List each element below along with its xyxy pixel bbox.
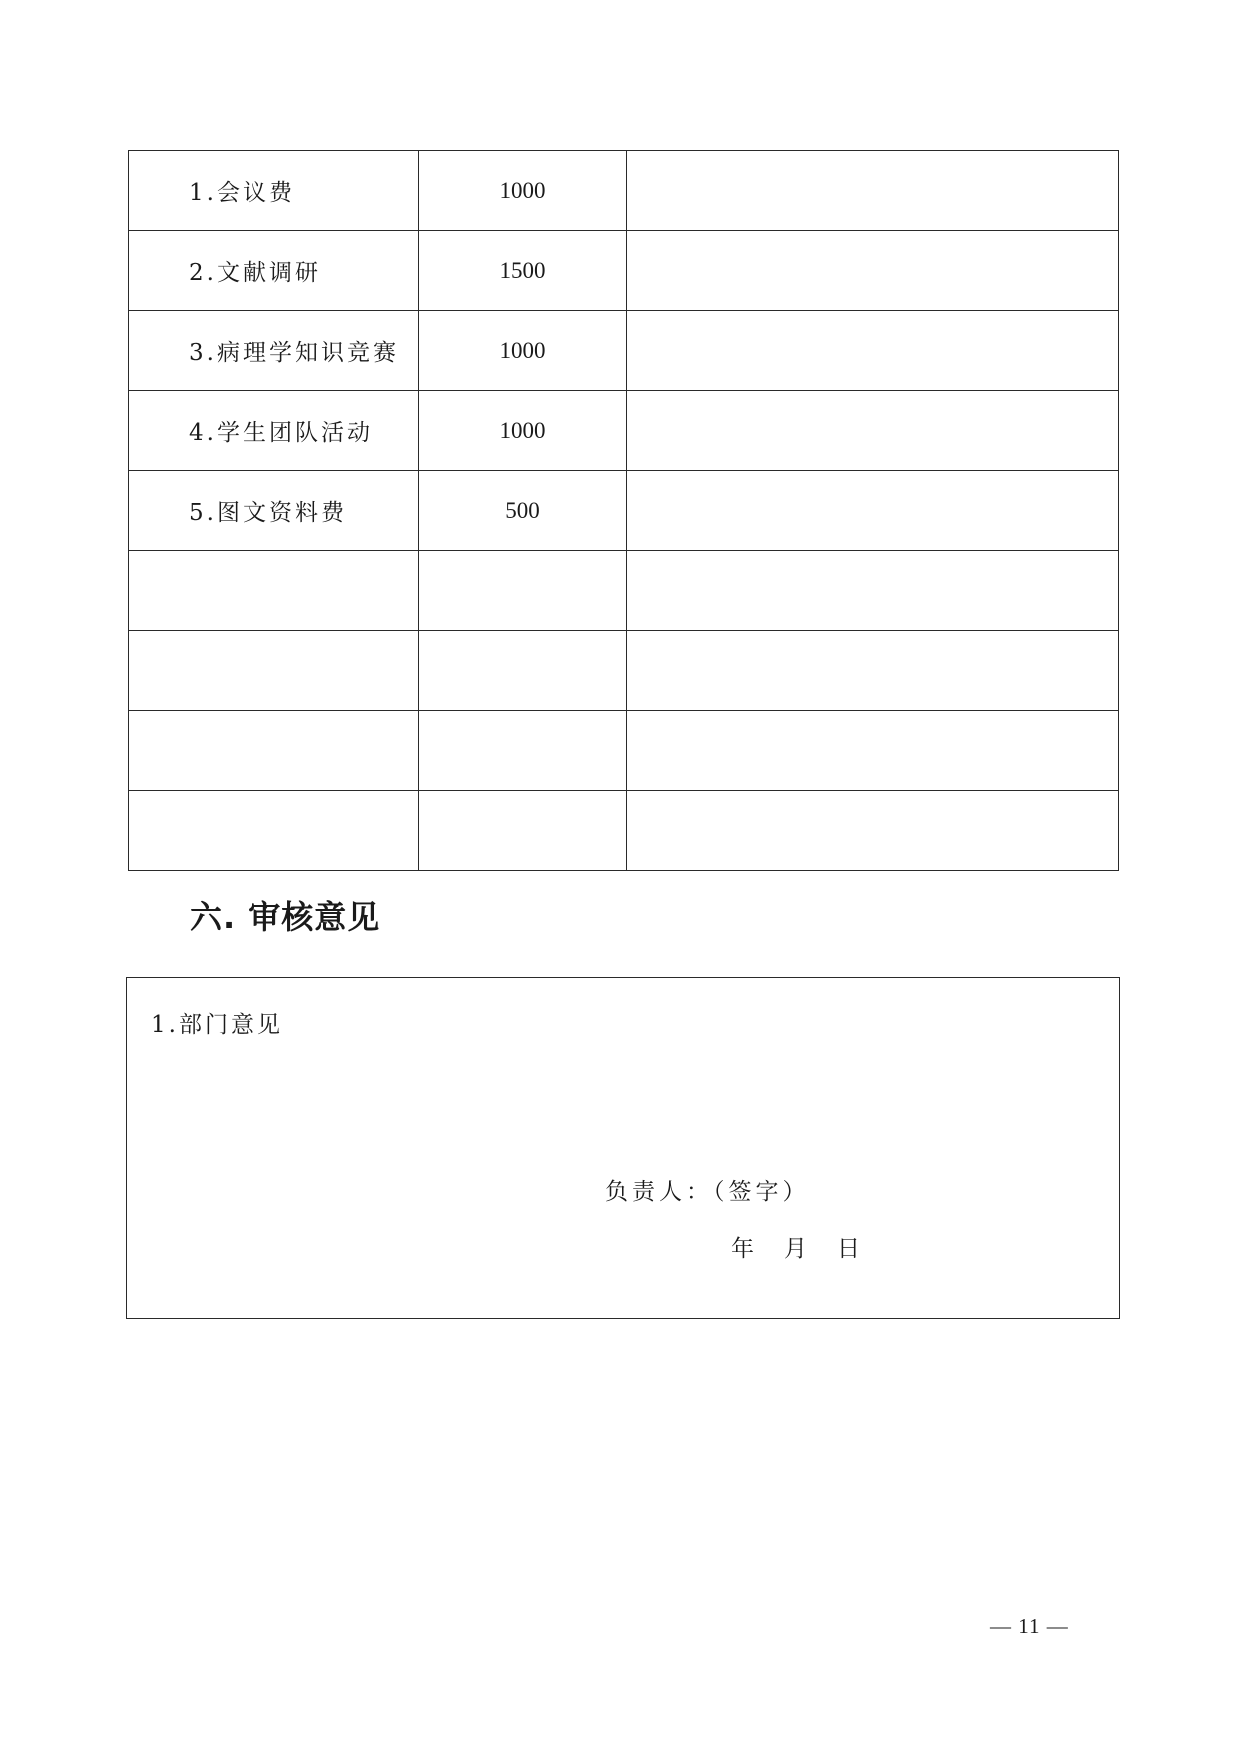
table-row xyxy=(129,311,1119,391)
budget-amount xyxy=(419,551,627,631)
table-row xyxy=(129,551,1119,631)
budget-amount: 1500 xyxy=(419,231,627,311)
budget-note xyxy=(627,631,1119,711)
budget-amount xyxy=(419,791,627,871)
day-label: 日 xyxy=(837,1236,860,1262)
table-row xyxy=(129,711,1119,791)
table-row xyxy=(129,391,1119,471)
date-line xyxy=(731,1230,860,1263)
budget-item: 5.图文资料费 xyxy=(129,471,419,551)
budget-item xyxy=(129,711,419,791)
signer-label: 负责人：（签字） xyxy=(605,1179,810,1205)
budget-note xyxy=(627,231,1119,311)
section-heading: 六. 审核意见 xyxy=(190,898,381,936)
table-row xyxy=(129,631,1119,711)
budget-item xyxy=(129,791,419,871)
table-row xyxy=(129,791,1119,871)
budget-note xyxy=(627,471,1119,551)
budget-item xyxy=(129,551,419,631)
budget-item: 1.会议费 xyxy=(129,151,419,231)
budget-note xyxy=(627,711,1119,791)
budget-amount xyxy=(419,711,627,791)
budget-note xyxy=(627,151,1119,231)
budget-amount xyxy=(419,631,627,711)
table-row xyxy=(129,151,1119,231)
budget-table xyxy=(128,150,1119,871)
budget-amount: 1000 xyxy=(419,391,627,471)
budget-item: 4.学生团队活动 xyxy=(129,391,419,471)
budget-item: 2.文献调研 xyxy=(129,231,419,311)
table-row xyxy=(129,471,1119,551)
department-opinion-label: 1.部门意见 xyxy=(151,1012,283,1038)
year-label: 年 xyxy=(731,1236,754,1262)
budget-note xyxy=(627,791,1119,871)
month-label: 月 xyxy=(784,1236,807,1262)
budget-amount: 500 xyxy=(419,471,627,551)
budget-note xyxy=(627,391,1119,471)
budget-amount: 1000 xyxy=(419,311,627,391)
budget-item: 3.病理学知识竞赛 xyxy=(129,311,419,391)
budget-item xyxy=(129,631,419,711)
budget-note xyxy=(627,551,1119,631)
budget-note xyxy=(627,311,1119,391)
review-box xyxy=(126,977,1120,1319)
budget-amount: 1000 xyxy=(419,151,627,231)
table-row xyxy=(129,231,1119,311)
page-number: — 11 — xyxy=(990,1614,1069,1638)
